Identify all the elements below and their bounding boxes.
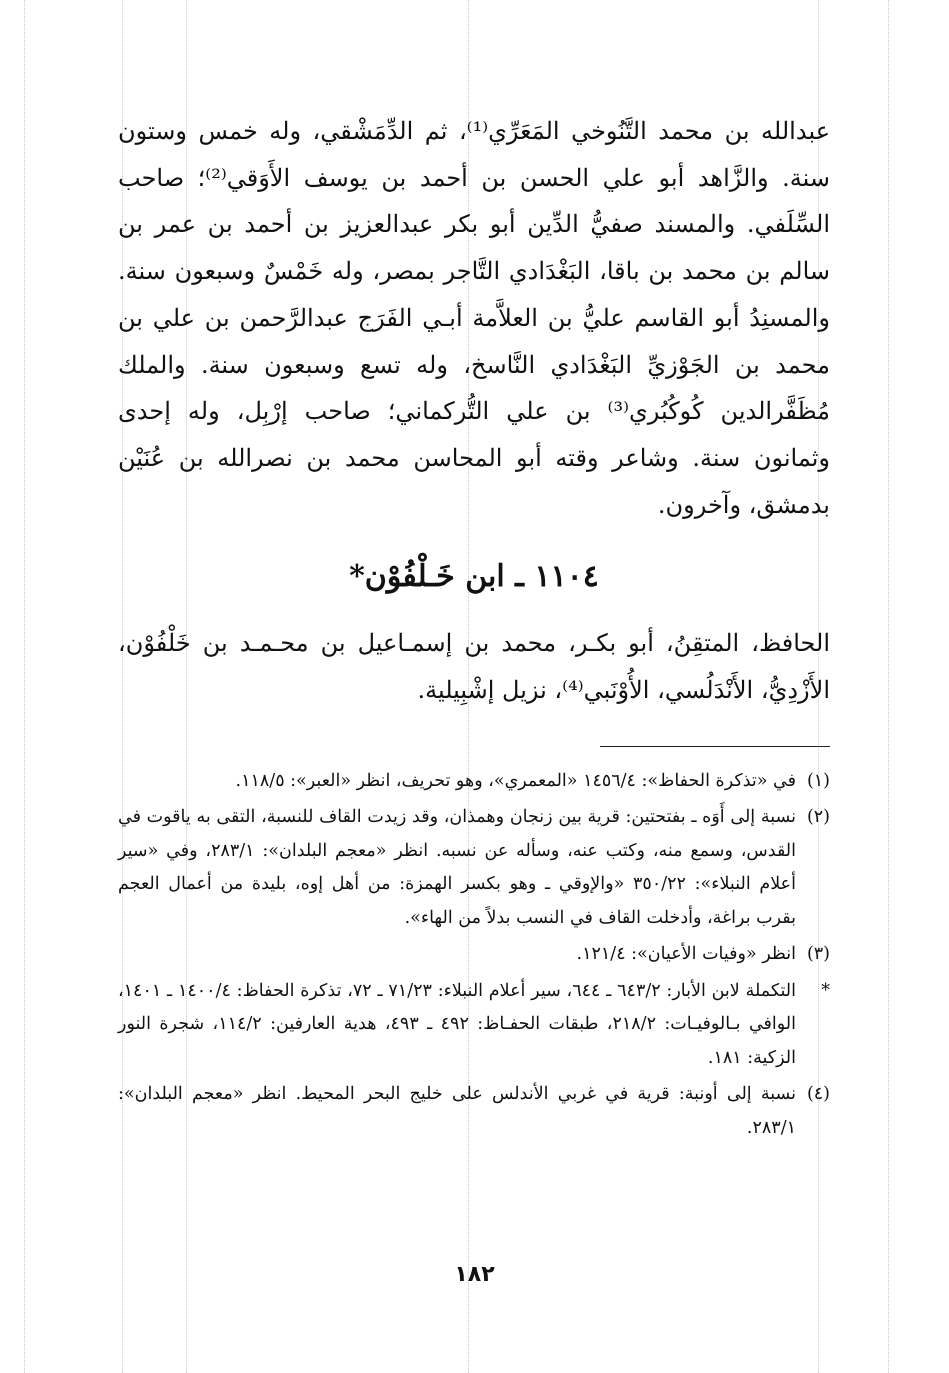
- footnote: [118, 938, 830, 972]
- footnote-text: التكملة لابن الأبار: ٦٤٣/٢ ـ ٦٤٤، سير أعلام النبلاء: ٧١/٢٣ ـ ٧٢، تذكرة الحفاظ: ١٤٠٠/٤ ـ ١٤٠١، الوافي بـالوفيـات: ٢١٨/٢، طبقات الحفـاظ: ٤٩٢ ـ ٤٩٣، هدية العارفين: ١١٤/٢، شجرة النور الزكية: ١٨١.: [118, 980, 797, 1068]
- footnote-marker: *: [821, 980, 830, 1001]
- footnote-text: نسبة إلى أَوَه ـ بفتحتين: قرية بين زنجان وهمذان، وقد زيدت القاف للنسبة، التقى به ياقوت في القدس، وسمع منه، وكتب عنه، وسأله عن نسبه. انظر «معجم البلدان»: ٢٨٣/١، وفي «سير أعلام النبلاء»: ٣٥٠/٢٢ «والإوقي ـ وهو بكسر الهمزة: من أهل إوه، بليدة من أعمال العجم بقرب براغة، وأدخلت القاف في النسب بدلاً من الهاء».: [118, 807, 796, 928]
- footnotes: [118, 765, 830, 1146]
- footnote: [118, 801, 830, 935]
- footnote-text: انظر «وفيات الأعيان»: ١٢١/٤.: [576, 944, 796, 965]
- book-page: [118, 108, 830, 1148]
- footnote: [118, 1078, 830, 1145]
- footnote-text: نسبة إلى أونبة: قرية في غربي الأندلس على خليج البحر المحيط. انظر «معجم البلدان»: ٢٨٣/١.: [118, 1084, 796, 1138]
- footnote: [118, 975, 830, 1076]
- footnote-marker: (٢): [806, 807, 830, 828]
- footnote: [118, 765, 830, 799]
- footnote-marker: (١): [806, 770, 830, 791]
- footnote-marker: (٣): [806, 944, 830, 965]
- scan-guide-line: [24, 0, 25, 1373]
- entry-heading: ١١٠٤ ـ ابن خَـلْفُوْن*: [349, 559, 599, 595]
- page-number: ١٨٢: [454, 1262, 495, 1287]
- footnote-separator: [600, 746, 830, 747]
- footnote-marker: (٤): [806, 1084, 830, 1105]
- footnote-text: في «تذكرة الحفاظ»: ١٤٥٦/٤ «المعمري»، وهو تحريف، انظر «العبر»: ١١٨/٥.: [235, 770, 796, 791]
- entry-paragraph: الحافظ، المتقِنُ، أبو بكـر، محمد بن إسمـاعيل بن محـمـد بن خَلْفُوْن، الأَزْدِيُّ، الأَنْدَلُسي، الأُوْنَبي⁽⁴⁾، نزيل إشْبِيلية.: [118, 629, 830, 705]
- body-paragraph: عبدالله بن محمد التَّنُوخي المَعَرِّي⁽¹⁾، ثم الدِّمَشْقي، وله خمس وستون سنة. والزَّاهد أبو علي الحسن بن أحمد بن يوسف الأَوَقي⁽²⁾؛ صاحب السِّلَفي. والمسند صفيُّ الدِّين أبو بكر عبدالعزيز بن أحمد بن عمر بن سالم بن محمد بن باقا، البَغْدَادي التَّاجر بمصر، وله خَمْسٌ وسبعون سنة. والمسنِدُ أبو القاسم عليُّ بن العلاَّمة أبـي الفَرَج عبدالرَّحمن بن علي بن محمد بن الجَوْزيِّ البَغْدَادي النَّاسخ، وله تسع وسبعون سنة. والملك مُظَفَّرالدين كُوكُبُري⁽³⁾ بن علي التُّركماني؛ صاحب إرْبِل، وله إحدى وثمانون سنة. وشاعر وقته أبو المحاسن محمد بن نصرالله بن عُنَيْن بدمشق، وآخرون.: [118, 117, 831, 519]
- scan-guide-line: [888, 0, 889, 1373]
